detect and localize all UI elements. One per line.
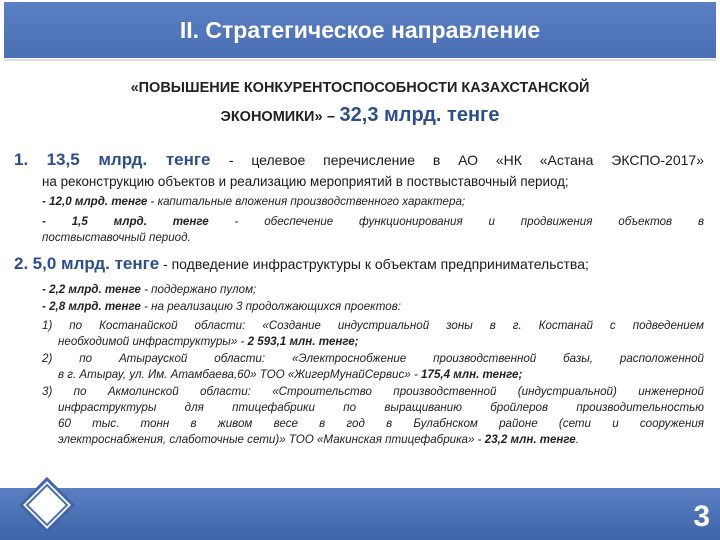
subtitle-amount: 32,3 млрд. тенге [339, 104, 500, 126]
project-3-text: электроснабжения, слаботочные сети)» ТОО «Макинская птицефабрика» - [58, 433, 485, 446]
project-3-line-4 [58, 432, 704, 448]
item-1-sub-2 [42, 214, 704, 230]
project-2-text: в г. Атырау, ул. Им. Атамбаева,60» ТОО «ЖигерМунайСервис» - [58, 368, 422, 381]
item-2-number: 2. [14, 254, 29, 273]
project-1-line-1: 1) по Костанайской области: «Создание индустриальной зоны в г. Костанай с подведением [42, 319, 704, 332]
item-2-sub-2 [42, 299, 704, 315]
item-2-heading [14, 254, 704, 274]
diamond-icon [18, 476, 76, 534]
project-1-amount: 2 593,1 млн. тенге; [247, 335, 359, 348]
item-2-sub-1 [42, 282, 704, 298]
item-2-sub-1-text: - поддержано пулом; [140, 283, 257, 296]
subtitle-label: ЭКОНОМИКИ» [220, 109, 323, 125]
item-1-sub-2-text: - обеспечение функционирования и продвижения объектов в [208, 215, 704, 228]
item-1-sub-1 [42, 194, 704, 210]
project-1-text: необходимой инфраструктуры» - [58, 335, 248, 348]
header-divider [4, 59, 716, 61]
item-1-desc-line-2: на реконструкцию объектов и реализацию мероприятий в поствыставочный период; [42, 174, 569, 189]
item-1-sub-1-amount: - 12,0 млрд. тенге [42, 195, 148, 208]
header [0, 0, 720, 62]
project-3-amount: 23,2 млн. тенге [484, 433, 576, 446]
project-3-line-1: 3) по Акмолинской области: «Строительство производственной (индустриальной) инженерной [42, 385, 704, 398]
project-3-line-2: инфраструктуры для птицефабрики по выращиванию бройлеров производительностью [58, 401, 704, 414]
item-2-amount: 5,0 млрд. тенге [32, 254, 160, 273]
item-1-number: 1. [14, 150, 29, 169]
slide-title: II. Стратегическое направление [4, 2, 716, 58]
item-1-sub-2-amount: - 1,5 млрд. тенге [42, 215, 209, 228]
page-number: 3 [693, 500, 710, 533]
item-1-heading [14, 150, 704, 170]
footer-bar [0, 488, 720, 540]
project-2-amount: 175,4 млн. тенге; [421, 368, 523, 381]
project-2-line-1: 2) по Атырауской области: «Электроснобжение производственной базы, расположенной [42, 352, 704, 365]
item-2-sub-2-amount: - 2,8 млрд. тенге [42, 300, 141, 313]
subtitle-dash: – [326, 109, 336, 125]
project-3-end: . [575, 433, 579, 446]
item-1-sub-1-text: - капитальные вложения производственного характера; [147, 195, 466, 208]
item-2-desc: - подведение инфраструктуры к объектам предпринимательства; [159, 256, 589, 272]
subtitle-line-2 [0, 104, 720, 127]
subtitle-line-1: «ПОВЫШЕНИЕ КОНКУРЕНТОСПОСОБНОСТИ КАЗАХСТАНСКОЙ [130, 80, 590, 96]
item-1-amount: 13,5 млрд. тенге [46, 150, 211, 169]
item-1-sub-2-line-2: поствыставочный период. [42, 231, 191, 244]
item-1-desc: - целевое перечисление в АО «НК «Астана ЭКСПО-2017» [228, 152, 704, 168]
project-1-line-2 [58, 334, 704, 350]
project-3-line-3: 60 тыс. тонн в живом весе в год в Булабнском районе (сети и сооружения [58, 417, 704, 430]
item-2-sub-2-text: - на реализацию 3 продолжающихся проектов: [140, 300, 401, 313]
item-2-sub-1-amount: - 2,2 млрд. тенге [42, 283, 141, 296]
project-2-line-2 [58, 367, 704, 383]
